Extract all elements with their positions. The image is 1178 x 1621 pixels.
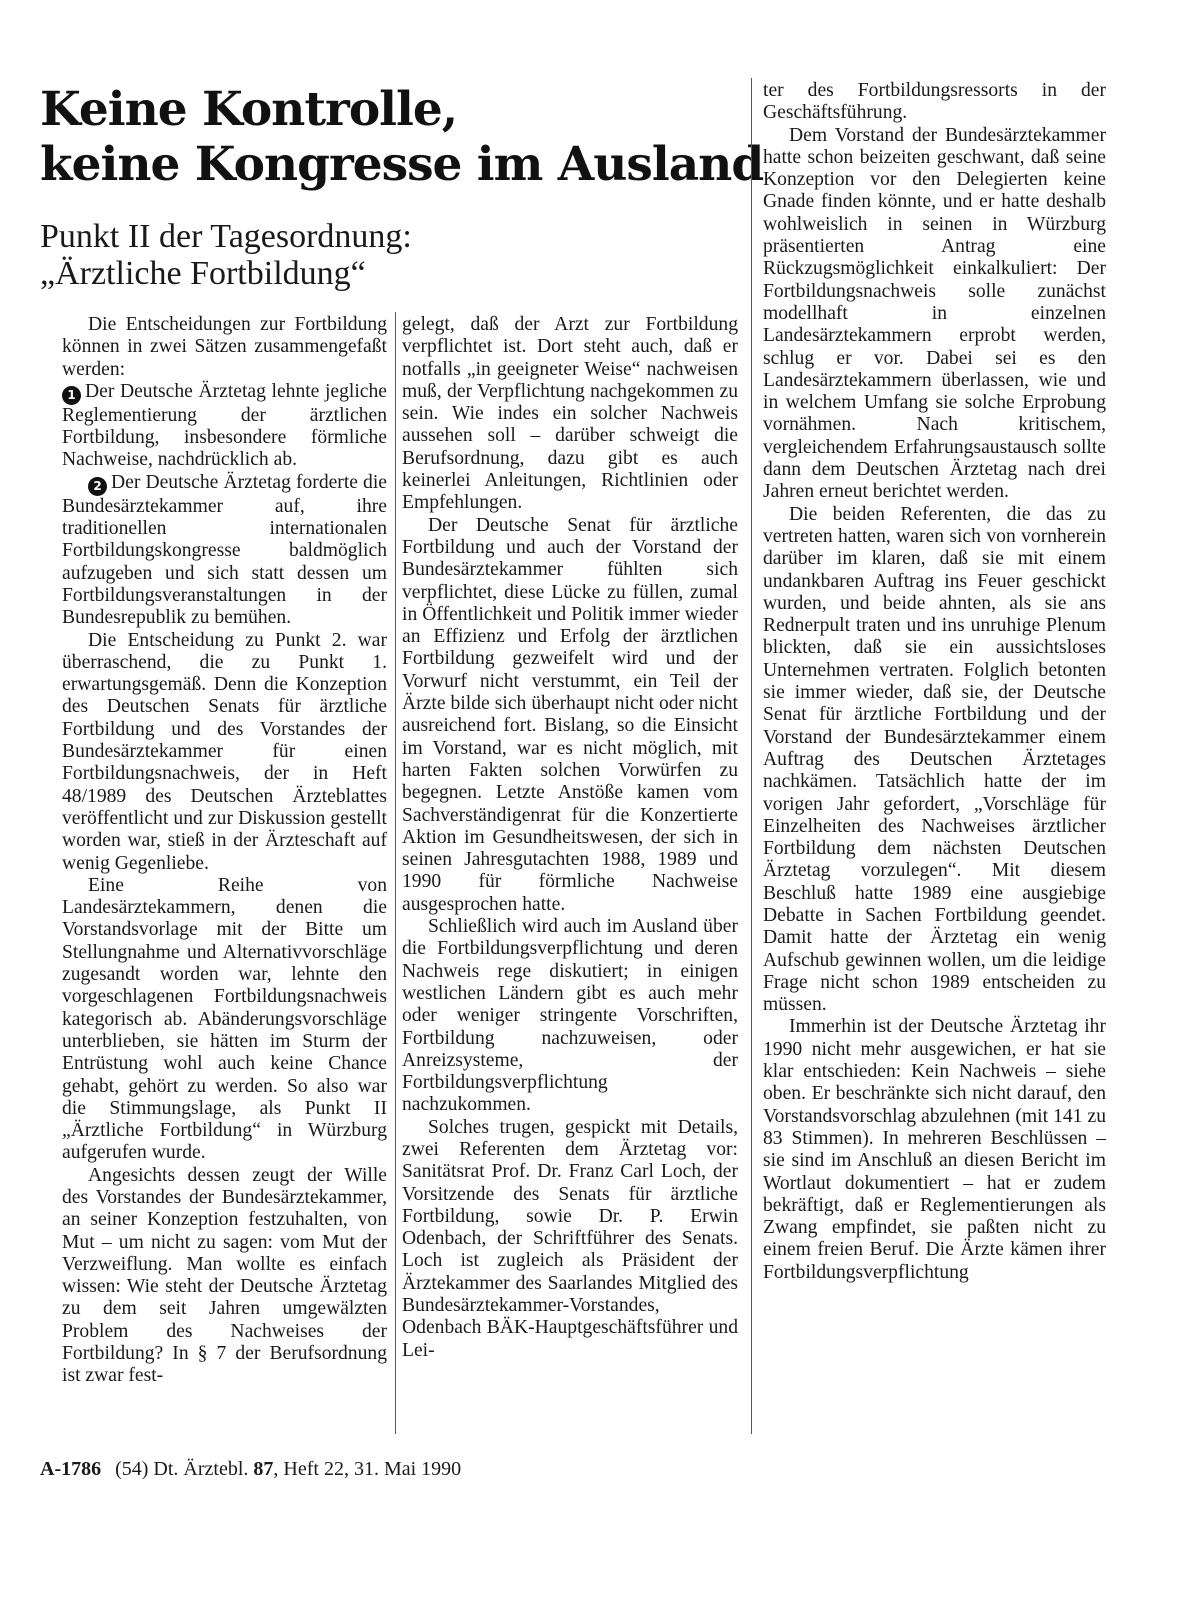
column-divider-1 <box>395 312 396 1434</box>
subhead-line-1: Punkt II der Tagesordnung: <box>40 218 412 255</box>
numbered-item-text: Der Deutsche Ärztetag lehnte jegliche Reglementierung der ärztlichen Fortbildung, insbesondere förmliche Nachweise, nachdrücklich ab. <box>62 380 387 471</box>
numbered-item-2 <box>62 472 387 630</box>
subhead-line-2: „Ärztliche Fortbildung“ <box>40 255 366 292</box>
column-divider-2 <box>751 78 752 1434</box>
paragraph: gelegt, daß der Arzt zur Fortbildung verpflichtet ist. Dort steht auch, daß er notfalls „in geeigneter Weise“ nachweisen muß, der Verpflichtung nachgekommen zu sein. Wie indes ein solcher Nachweis aussehen soll – darüber schweigt die Berufsordnung, dazu gibt es auch keinerlei Anleitungen, Richtlinien oder Empfehlungen. <box>402 314 738 514</box>
issue-date: , Heft 22, 31. Mai 1990 <box>273 1458 462 1480</box>
article-headline <box>40 82 775 192</box>
paragraph: Immerhin ist der Deutsche Ärztetag ihr 1990 nicht mehr ausgewichen, er hat sie klar entschieden: Kein Nachweis – siehe oben. Er beschränkte sich nicht darauf, den Vorstandsvorschlag abzulehnen (mit 141 zu 83 Stimmen). In mehreren Beschlüssen – sie sind im Anschluß an diesen Bericht im Wortlaut dokumentiert – hat er zudem bekräftigt, daß er Reglementierungen als Zwang empfindet, sie paßten nicht zu einem freien Beruf. Die Ärzte kämen ihrer Fortbildungsverpflichtung <box>763 1016 1106 1283</box>
text-column-1 <box>62 314 387 1388</box>
paragraph: ter des Fortbildungsressorts in der Geschäftsführung. <box>763 80 1106 124</box>
paragraph: Die beiden Referenten, die das zu vertreten hatten, waren sich von vornherein darüber im klaren, daß sie mit einem undankbaren Auftrag ins Feuer geschickt wurden, und beide ahnten, als sie ans Rednerpult traten und ins unruhige Plenum blickten, daß sie ein aussichtsloses Unternehmen vertraten. Folglich betonten sie immer wieder, daß sie, der Deutsche Senat für ärztliche Fortbildung und der Vorstand der Bundesärztekammer einem Auftrag des Deutschen Ärztetages nachkämen. Tatsächlich hatte der im vorigen Jahr gefordert, „Vorschläge für Einzelheiten des Nachweises ärztlicher Fortbildung dem nächsten Deutschen Ärztetag vorzulegen“. Mit diesem Beschluß hatte 1989 eine ausgiebige Debatte in Sachen Fortbildung geendet. Damit hatte der Ärztetag ein wenig Aufschub gewinnen wollen, um die leidige Frage nicht schon 1989 entscheiden zu müssen. <box>763 503 1106 1016</box>
paragraph: Der Deutsche Senat für ärztliche Fortbildung und auch der Vorstand der Bundesärztekammer fühlten sich verpflichtet, diese Lücke zu füllen, zumal in Öffentlichkeit und Politik immer wieder an Effizienz und Erfolg der ärztlichen Fortbildung gezweifelt wird und der Vorwurf nicht verstummt, ein Teil der Ärzte bilde sich überhaupt nicht oder nicht ausreichend fort. Bislang, so die Einsicht im Vorstand, war es nicht möglich, mit harten Fakten solchen Vorwürfen zu begegnen. Letzte Anstöße kamen vom Sachverständigenrat für die Konzertierte Aktion im Gesundheitswesen, der sich in seinen Jahresgutachten 1988, 1989 und 1990 für förmliche Nachweise ausgesprochen hatte. <box>402 514 738 915</box>
page-number: A-1786 <box>40 1458 102 1480</box>
paragraph: Dem Vorstand der Bundesärztekammer hatte schon beizeiten geschwant, daß seine Konzeption vor den Delegierten keine Gnade finden könnte, und er hatte deshalb wohlweislich in seinen in Würzburg präsentierten Antrag eine Rückzugsmöglichkeit einkalkuliert: Der Fortbildungsnachweis solle zunächst modellhaft in einzelnen Landesärztekammern erprobt werden, schlug er vor. Dabei sei es den Landesärztekammern überlassen, wie und in welchem Umfang sie solche Erprobung vornähmen. Nach kritischem, vergleichendem Erfahrungsaustausch sollte dann dem Deutschen Ärztetag nach drei Jahren erneut berichtet werden. <box>763 124 1106 503</box>
journal-citation: (54) Dt. Ärztebl. <box>115 1458 249 1480</box>
volume-number: 87 <box>253 1458 274 1480</box>
page-footer <box>40 1458 461 1481</box>
numbered-bullet-icon: 2 <box>88 477 107 496</box>
paragraph: Schließlich wird auch im Ausland über die Fortbildungsverpflichtung und deren Nachweis rege diskutiert; in einigen westlichen Ländern gibt es auch mehr oder weniger stringente Vorschriften, Fortbildung nachzuweisen, oder Anreizsysteme, der Fortbildungsverpflichtung nachzukommen. <box>402 916 738 1116</box>
paragraph: Angesichts dessen zeugt der Wille des Vorstandes der Bundesärztekammer, an seiner Konzeption festzuhalten, von Mut – um nicht zu sagen: vom Mut der Verzweiflung. Man wollte es einfach wissen: Wie steht der Deutsche Ärztetag zu dem seit Jahren umgewälzten Problem des Nachweises der Fortbildung? In § 7 der Berufsordnung ist zwar fest- <box>62 1164 387 1387</box>
paragraph: Eine Reihe von Landesärztekammern, denen die Vorstandsvorlage mit der Bitte um Stellungnahme und Alternativvorschläge zugesandt worden war, lehnte den vorgeschlagenen Fortbildungsnachweis kategorisch ab. Abänderungsvorschläge unterblieben, sie hätten im Sturm der Entrüstung wohl auch keine Chance gehabt, gehört zu werden. So also war die Stimmungslage, als Punkt II „Ärztliche Fortbildung“ in Würzburg aufgerufen wurde. <box>62 874 387 1164</box>
headline-line-1: Keine Kontrolle, <box>40 82 458 137</box>
paragraph: Die Entscheidung zu Punkt 2. war überraschend, die zu Punkt 1. erwartungsgemäß. Denn die Konzeption des Deutschen Senats für ärztliche Fortbildung und des Vorstandes der Bundesärztekammer für einen Fortbildungsnachweis, der in Heft 48/1989 des Deutschen Ärzteblattes veröffentlicht und zur Diskussion gestellt worden war, stieß in der Ärzteschaft auf wenig Gegenliebe. <box>62 629 387 874</box>
numbered-item-1 <box>62 381 387 472</box>
text-column-3 <box>763 80 1106 1284</box>
paragraph: Solches trugen, gespickt mit Details, zwei Referenten dem Ärztetag vor: Sanitätsrat Prof. Dr. Franz Carl Loch, der Vorsitzende des Senats für ärztliche Fortbildung, sowie Dr. P. Erwin Odenbach, der Schriftführer des Senats. Loch ist zugleich als Präsident der Ärztekammer des Saarlandes Mitglied des Bundesärztekammer-Vorstandes, Odenbach BÄK-Hauptgeschäftsführer und Lei- <box>402 1116 738 1361</box>
numbered-item-text: Der Deutsche Ärztetag forderte die Bundesärztekammer auf, ihre traditionellen internationalen Fortbildungskongresse baldmöglich aufzugeben und sich statt dessen um Fortbildungsveranstaltungen in der Bundesrepublik zu bemühen. <box>62 471 387 629</box>
article-subheadline <box>40 218 775 292</box>
paragraph: Die Entscheidungen zur Fortbildung können in zwei Sätzen zusammengefaßt werden: <box>62 314 387 380</box>
headline-line-2: keine Kongresse im Ausland <box>40 137 764 192</box>
numbered-bullet-icon: 1 <box>62 386 81 405</box>
text-column-2 <box>402 314 738 1362</box>
